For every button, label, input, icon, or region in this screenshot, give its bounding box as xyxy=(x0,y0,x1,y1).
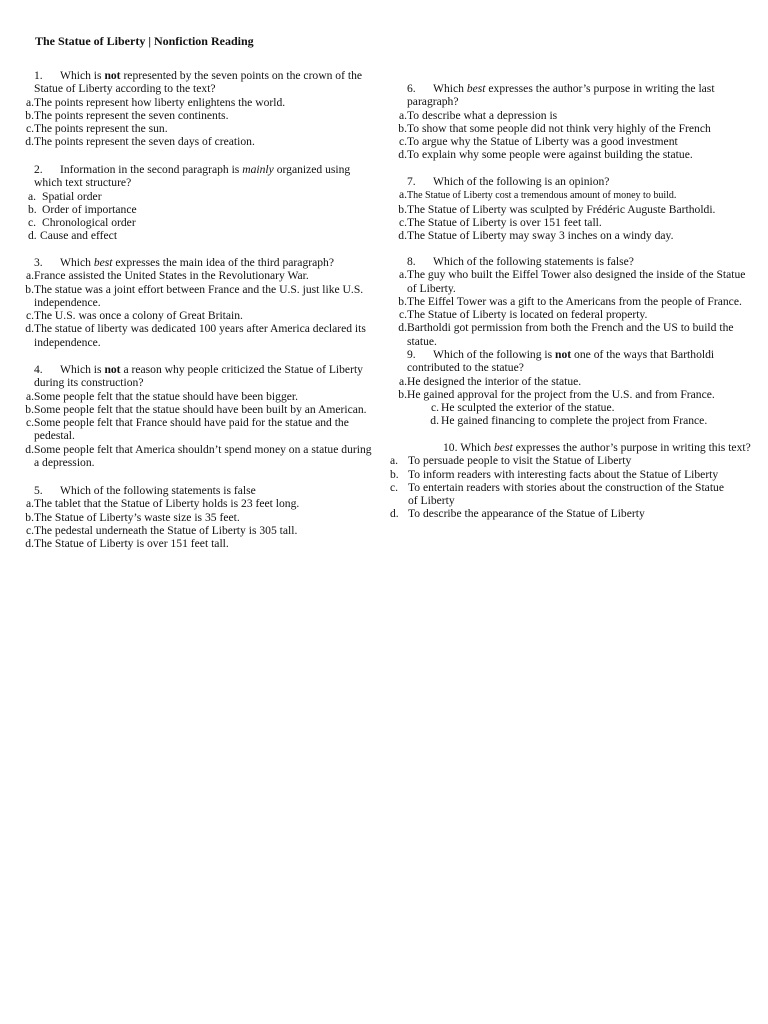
answer-option xyxy=(22,497,382,510)
answer-option xyxy=(22,135,382,148)
question-3 xyxy=(22,256,382,349)
option-text: The Statue of Liberty cost a tremendous amount of money to build. xyxy=(407,190,677,202)
answer-option xyxy=(22,416,382,443)
option-letter: b. xyxy=(398,121,407,135)
question-4-stem xyxy=(22,363,382,390)
question-8-stem xyxy=(395,255,757,268)
answer-option xyxy=(390,468,758,481)
answer-option xyxy=(395,229,755,242)
stem-text: Which of the following statements is false? xyxy=(433,255,634,268)
answer-option xyxy=(395,135,755,148)
option-text: To explain why some people were against building the statue. xyxy=(407,148,693,162)
question-5 xyxy=(22,484,382,550)
stem-text: represented by the seven points on the crown of the xyxy=(120,69,363,82)
option-text: The pedestal underneath the Statue of Liberty is 305 tall. xyxy=(34,523,298,537)
option-letter: b. xyxy=(25,108,34,122)
option-text: The Statue of Liberty was sculpted by Frédéric Auguste Bartholdi. xyxy=(407,202,716,216)
option-letter: a. xyxy=(25,389,34,403)
option-text: The U.S. was once a colony of Great Britain. xyxy=(34,309,243,323)
question-3-stem xyxy=(22,256,382,269)
option-text: The points represent the sun. xyxy=(34,122,168,136)
option-text: Order of importance xyxy=(42,202,137,216)
answer-option xyxy=(395,216,755,229)
option-letter: d. xyxy=(398,229,407,243)
option-text: of Liberty. xyxy=(407,281,456,295)
option-text: of Liberty xyxy=(408,494,455,508)
option-text: independence. xyxy=(34,335,101,349)
option-text: statue. xyxy=(407,334,437,348)
option-letter: c. xyxy=(25,309,34,323)
answer-option xyxy=(395,388,757,401)
question-5-stem xyxy=(22,484,382,497)
option-text: The statue was a joint effort between France and the U.S. just like U.S. xyxy=(34,282,364,296)
answer-option xyxy=(395,268,757,295)
answer-option xyxy=(395,375,757,388)
option-letter: d. xyxy=(25,135,34,149)
option-text: Spatial order xyxy=(42,189,102,203)
option-letter: c. xyxy=(25,416,34,430)
question-number: 9. xyxy=(407,348,416,361)
question-number: 3. xyxy=(34,256,43,269)
stem-text: Which is xyxy=(60,69,105,82)
option-letter: a. xyxy=(398,188,407,202)
option-text: The points represent how liberty enlightens the world. xyxy=(34,95,286,109)
option-text: a depression. xyxy=(34,456,95,470)
option-letter: a. xyxy=(25,95,34,109)
option-text: Some people felt that the statue should have been built by an American. xyxy=(34,402,367,416)
question-1-stem xyxy=(22,69,382,96)
option-letter: c. xyxy=(430,401,439,415)
option-text: To inform readers with interesting facts about the Statue of Liberty xyxy=(408,467,719,481)
answer-option xyxy=(22,524,382,537)
question-number: 4. xyxy=(34,363,43,376)
question-number: 7. xyxy=(407,175,416,188)
option-text: To show that some people did not think very highly of the French xyxy=(407,121,711,135)
stem-italic: best xyxy=(494,441,513,454)
answer-option xyxy=(22,216,382,229)
option-text: The points represent the seven continents. xyxy=(34,108,229,122)
option-text: To entertain readers with stories about the construction of the Statue xyxy=(408,480,724,494)
option-letter: c. xyxy=(25,122,34,136)
answer-option xyxy=(22,322,382,349)
option-letter: a. xyxy=(28,189,37,203)
option-letter: c. xyxy=(28,216,37,230)
option-text: To describe what a depression is xyxy=(407,108,558,122)
stem-text: Which of the following is an opinion? xyxy=(433,175,610,188)
stem-text: during its construction? xyxy=(34,376,144,390)
answer-option xyxy=(390,454,758,467)
option-text: The Statue of Liberty may sway 3 inches on a windy day. xyxy=(407,229,674,243)
option-letter: b. xyxy=(398,202,407,216)
question-7 xyxy=(395,175,755,242)
answer-option xyxy=(22,122,382,135)
option-text: The tablet that the Statue of Liberty holds is 23 feet long. xyxy=(34,497,300,511)
stem-text: expresses the author’s purpose in writing the last xyxy=(485,82,715,95)
option-text: To describe the appearance of the Statue of Liberty xyxy=(408,507,645,521)
answer-option xyxy=(22,537,382,550)
option-letter: d. xyxy=(25,537,34,551)
question-number: 6. xyxy=(407,82,416,95)
stem-text: Which xyxy=(60,256,94,269)
option-text: The points represent the seven days of creation. xyxy=(34,135,255,149)
answer-option xyxy=(22,511,382,524)
answer-option xyxy=(395,414,757,427)
answer-option xyxy=(22,309,382,322)
option-text: independence. xyxy=(34,295,101,309)
question-7-stem xyxy=(395,175,755,188)
option-text: Bartholdi got permission from both the French and the US to build the xyxy=(407,321,734,335)
option-letter: d. xyxy=(430,414,439,428)
option-letter: a. xyxy=(398,108,407,122)
answer-option xyxy=(395,203,755,216)
option-text: He designed the interior of the statue. xyxy=(407,374,582,388)
question-number: 5. xyxy=(34,484,43,497)
question-10 xyxy=(390,441,758,521)
option-letter: a. xyxy=(25,269,34,283)
question-10-stem xyxy=(390,441,758,454)
stem-text: organized using xyxy=(273,163,351,176)
option-text: Some people felt that the statue should have been bigger. xyxy=(34,389,299,403)
option-text: The statue of liberty was dedicated 100 years after America declared its xyxy=(34,322,366,336)
question-number: 10. xyxy=(443,441,458,454)
option-text: To argue why the Statue of Liberty was a good investment xyxy=(407,135,678,149)
option-text: He gained approval for the project from the U.S. and from France. xyxy=(407,387,715,401)
stem-bold: not xyxy=(555,348,572,361)
option-letter: a. xyxy=(25,497,34,511)
stem-text: which text structure? xyxy=(34,176,132,190)
answer-option xyxy=(22,403,382,416)
answer-option xyxy=(390,507,758,520)
answer-option xyxy=(22,390,382,403)
option-letter: b. xyxy=(398,294,407,308)
answer-option xyxy=(22,283,382,310)
option-letter: c. xyxy=(398,135,407,149)
option-text: The Statue of Liberty’s waste size is 35 feet. xyxy=(34,510,240,524)
option-text: pedestal. xyxy=(34,429,75,443)
option-text: Some people felt that France should have paid for the statue and the xyxy=(34,416,349,430)
question-6 xyxy=(395,82,755,162)
option-text: The Eiffel Tower was a gift to the Americans from the people of France. xyxy=(407,294,742,308)
answer-option xyxy=(22,203,382,216)
option-letter: d. xyxy=(28,229,37,243)
option-text: He sculpted the exterior of the statue. xyxy=(441,401,615,415)
option-letter: a. xyxy=(398,268,407,282)
option-text: He gained financing to complete the project from France. xyxy=(441,414,708,428)
stem-bold: not xyxy=(104,69,121,82)
option-text: The Statue of Liberty is over 151 feet tall. xyxy=(34,537,229,551)
answer-option xyxy=(395,122,755,135)
answer-option xyxy=(395,148,755,161)
question-6-stem xyxy=(395,82,755,109)
option-letter: b. xyxy=(25,510,34,524)
answer-option xyxy=(22,109,382,122)
option-letter: d. xyxy=(398,148,407,162)
question-9-stem xyxy=(395,348,757,375)
question-4 xyxy=(22,363,382,469)
option-letter: c. xyxy=(398,215,407,229)
answer-option xyxy=(395,308,757,321)
question-number: 2. xyxy=(34,163,43,176)
stem-bold: not xyxy=(104,363,121,376)
option-text: The Statue of Liberty is located on federal property. xyxy=(407,308,648,322)
stem-text: a reason why people criticized the Statue of Liberty xyxy=(120,363,363,376)
option-text: The guy who built the Eiffel Tower also designed the inside of the Statue xyxy=(407,268,746,282)
question-9 xyxy=(395,348,757,428)
answer-option xyxy=(395,295,757,308)
stem-text: expresses the author’s purpose in writing this text? xyxy=(512,441,751,454)
option-letter: b. xyxy=(25,282,34,296)
stem-text: paragraph? xyxy=(407,95,459,109)
answer-option xyxy=(395,401,757,414)
option-text: To persuade people to visit the Statue of Liberty xyxy=(408,454,632,468)
option-letter: b. xyxy=(398,387,407,401)
stem-text: contributed to the statue? xyxy=(407,361,524,375)
option-text: Some people felt that America shouldn’t spend money on a statue during xyxy=(34,442,372,456)
answer-option xyxy=(22,443,382,470)
option-letter: c. xyxy=(390,480,399,494)
question-number: 1. xyxy=(34,69,43,82)
stem-italic: best xyxy=(466,82,486,95)
stem-text: one of the ways that Bartholdi xyxy=(571,348,715,361)
option-letter: c. xyxy=(25,523,34,537)
answer-option xyxy=(395,188,755,202)
stem-text: Which xyxy=(457,441,494,454)
option-text: France assisted the United States in the Revolutionary War. xyxy=(34,269,309,283)
page-title: The Statue of Liberty | Nonfiction Reading xyxy=(35,34,254,48)
stem-text: Which xyxy=(433,82,467,95)
stem-text: expresses the main idea of the third paragraph? xyxy=(112,256,334,269)
option-letter: a. xyxy=(390,454,399,468)
option-text: The Statue of Liberty is over 151 feet tall. xyxy=(407,215,602,229)
option-letter: c. xyxy=(398,308,407,322)
question-2 xyxy=(22,163,382,243)
answer-option xyxy=(22,190,382,203)
stem-italic: mainly xyxy=(242,163,274,176)
option-letter: d. xyxy=(25,322,34,336)
stem-italic: best xyxy=(93,256,113,269)
stem-text: Information in the second paragraph is xyxy=(60,163,243,176)
question-1 xyxy=(22,69,382,149)
option-letter: a. xyxy=(398,374,407,388)
option-text: Chronological order xyxy=(42,216,136,230)
stem-text: Statue of Liberty according to the text? xyxy=(34,82,216,96)
question-number: 8. xyxy=(407,255,416,268)
stem-text: Which is xyxy=(60,363,105,376)
answer-option xyxy=(395,109,755,122)
option-text: Cause and effect xyxy=(40,229,118,243)
option-letter: b. xyxy=(28,202,37,216)
answer-option xyxy=(22,229,382,242)
question-2-stem xyxy=(22,163,382,190)
answer-option xyxy=(390,481,758,508)
stem-text: Which of the following is xyxy=(433,348,556,361)
answer-option xyxy=(22,269,382,282)
answer-option xyxy=(22,96,382,109)
option-letter: d. xyxy=(398,321,407,335)
question-8 xyxy=(395,255,757,348)
stem-text: Which of the following statements is false xyxy=(60,484,256,497)
option-letter: d. xyxy=(390,507,399,521)
option-letter: b. xyxy=(390,467,399,481)
answer-option xyxy=(395,321,757,348)
option-letter: b. xyxy=(25,402,34,416)
option-letter: d. xyxy=(25,442,34,456)
